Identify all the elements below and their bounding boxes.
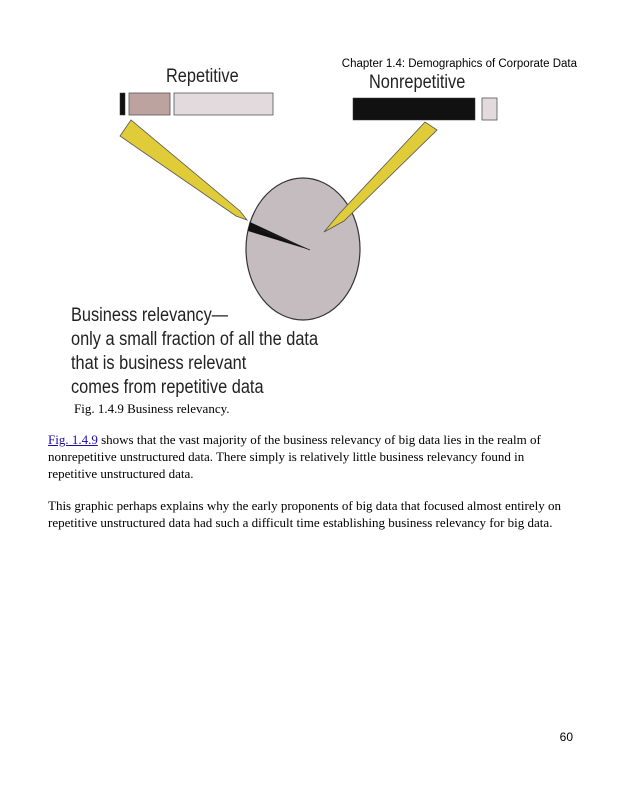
figure-reference-link[interactable]: Fig. 1.4.9 (48, 432, 98, 447)
body-paragraph-2: This graphic perhaps explains why the early proponents of big data that focused almost entirely on repetitive unstructured data had such a difficult time establishing business relevancy for big data. (48, 498, 561, 530)
repetitive-bar-mauve (129, 93, 170, 115)
figure-text-line: that is business relevant (71, 353, 247, 374)
figure-text-line: only a small fraction of all the data (71, 329, 319, 350)
nonrepetitive-label: Nonrepetitive (369, 72, 466, 93)
figure-caption: Fig. 1.4.9 Business relevancy. (74, 401, 230, 416)
nonrepetitive-bar-light (482, 98, 497, 120)
figure-text-line: Business relevancy— (71, 305, 229, 326)
figure-text-line: comes from repetitive data (71, 377, 264, 398)
repetitive-bar-light (174, 93, 273, 115)
right-pencil-pointer (324, 122, 437, 232)
left-pencil-pointer (120, 120, 247, 220)
repetitive-label: Repetitive (166, 66, 239, 87)
relevancy-pie (246, 178, 360, 320)
repetitive-bar-black (120, 93, 125, 115)
page-number: 60 (559, 730, 573, 744)
body-paragraph-1 (48, 431, 568, 482)
chapter-header: Chapter 1.4: Demographics of Corporate Data (341, 58, 577, 70)
paragraph-1-text: shows that the vast majority of the business relevancy of big data lies in the realm of nonrepetitive unstructured data. There simply is relatively little business relevancy found in repetitive unstructured data. (48, 432, 541, 481)
figure-description (71, 304, 318, 400)
nonrepetitive-bar-black (353, 98, 475, 120)
